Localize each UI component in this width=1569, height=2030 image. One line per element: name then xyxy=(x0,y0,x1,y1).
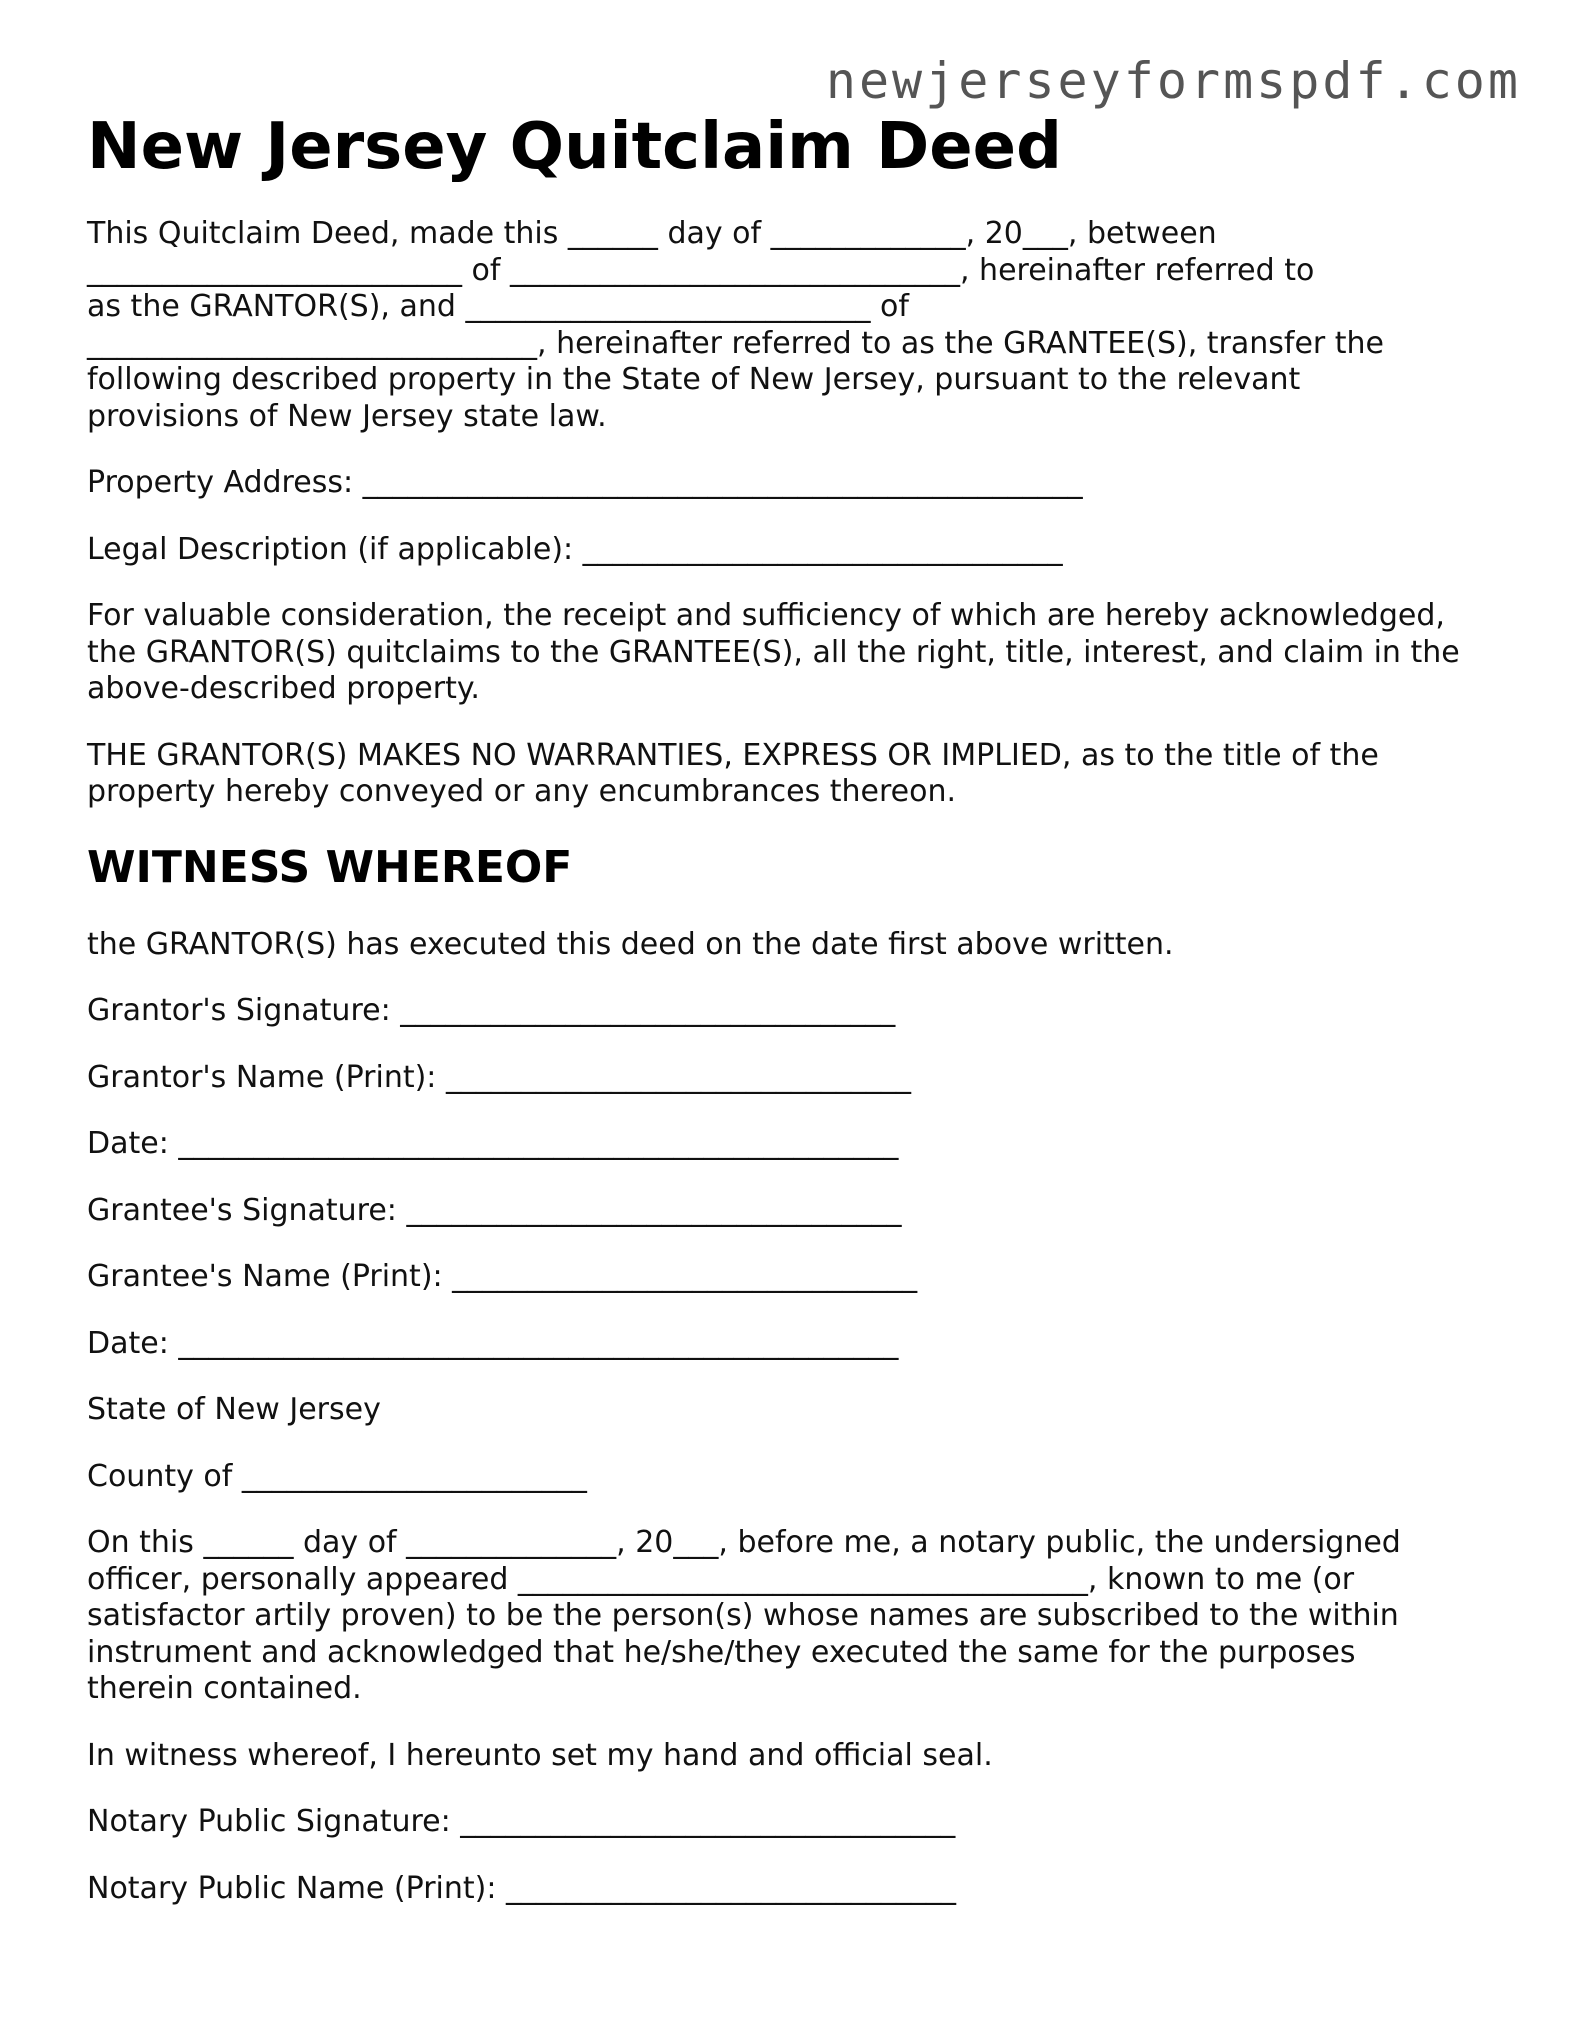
intro-paragraph: This Quitclaim Deed, made this ______ day of _____________, 20___, between _________________________ of ______________________________, hereinafter referred to as the GRANTOR(S), and ___________________________ of ______________________________, hereinafter referred to as the GRANTEE(S), transfer the following described property in the State of New Jersey, pursuant to the relevant provisions of New Jersey state law. xyxy=(87,216,1385,434)
grantee-signature-line: Grantee's Signature: _________________________________ xyxy=(87,1192,902,1228)
notary-name-line: Notary Public Name (Print): ______________________________ xyxy=(87,1870,956,1906)
property-address-line: Property Address: ________________________________________________ xyxy=(87,465,1083,500)
watermark: newjerseyformspdf.com xyxy=(825,52,1521,110)
document-title: New Jersey Quitclaim Deed xyxy=(87,110,1062,184)
no-warranties-paragraph: THE GRANTOR(S) MAKES NO WARRANTIES, EXPRESS OR IMPLIED, as to the title of the property hereby conveyed or any encumbrances thereon. xyxy=(87,737,1379,809)
grantor-date-line: Date: ________________________________________________ xyxy=(87,1126,899,1161)
notary-witness-line: In witness whereof, I hereunto set my hand and official seal. xyxy=(87,1737,993,1773)
notary-signature-line: Notary Public Signature: _________________________________ xyxy=(87,1804,956,1839)
grantee-name-line: Grantee's Name (Print): _______________________________ xyxy=(87,1259,918,1294)
grantor-name-line: Grantor's Name (Print): _______________________________ xyxy=(87,1059,911,1095)
state-line: State of New Jersey xyxy=(87,1392,381,1427)
county-line: County of _______________________ xyxy=(87,1458,587,1494)
legal-description-line: Legal Description (if applicable): ________________________________ xyxy=(87,531,1063,567)
grantee-date-line: Date: ________________________________________________ xyxy=(87,1325,899,1361)
consideration-paragraph: For valuable consideration, the receipt and sufficiency of which are hereby acknowledged, the GRANTOR(S) quitclaims to the GRANTEE(S), all the right, title, interest, and claim in the above-described property. xyxy=(87,598,1460,706)
document-page xyxy=(87,108,1487,1937)
witness-heading: WITNESS WHEREOF xyxy=(87,841,573,893)
notary-statement-paragraph: On this ______ day of ______________, 20___, before me, a notary public, the undersigned officer, personally appeared ______________________________________, known to me (or satisfactor artily proven) to be the person(s) whose names are subscribed to the within instrument and acknowledged that he/she/they executed the same for the purposes therein contained. xyxy=(87,1525,1401,1706)
grantor-signature-line: Grantor's Signature: _________________________________ xyxy=(87,993,896,1028)
executed-statement: the GRANTOR(S) has executed this deed on the date first above written. xyxy=(87,926,1174,962)
